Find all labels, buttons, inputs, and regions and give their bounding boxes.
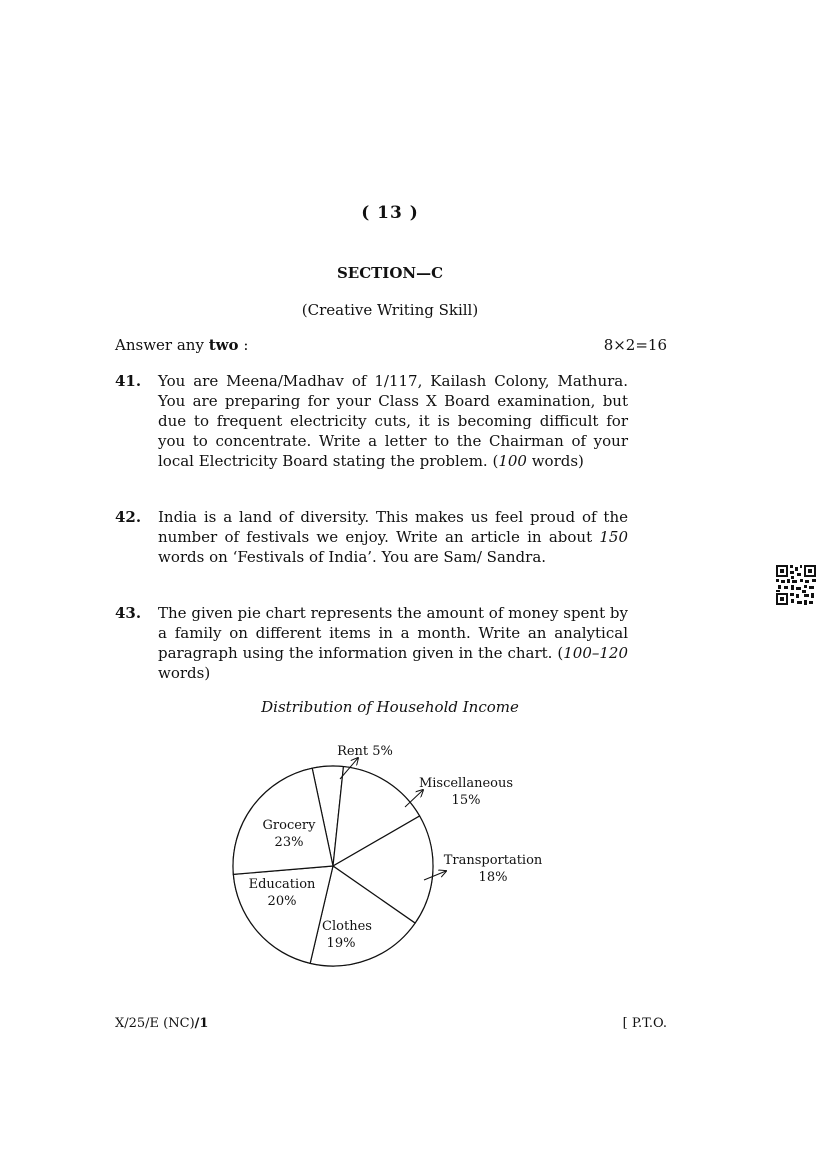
question-text-part: words) [158, 664, 211, 682]
question-number: 41. [115, 372, 142, 390]
question-number: 42. [115, 508, 142, 526]
pto-label: [ P.T.O. [622, 1016, 667, 1031]
pie-label-grocery: Grocery [262, 818, 316, 833]
pie-value-transportation: 18% [478, 870, 508, 885]
pie-label-miscellaneous: Miscellaneous [418, 776, 514, 791]
question-number: 43. [115, 604, 142, 622]
instruction [115, 336, 248, 354]
page-number: ( 13 ) [361, 203, 419, 223]
question-text [158, 371, 628, 471]
section-title: SECTION—C [336, 264, 444, 282]
marks: 8×2=16 [603, 336, 667, 354]
question-text-part: words) [526, 452, 584, 470]
question-42 [115, 507, 628, 567]
paper-code-suffix: /1 [194, 1016, 209, 1031]
pie-value-grocery: 23% [274, 835, 304, 850]
question-41 [115, 371, 628, 471]
question-43 [115, 603, 628, 683]
question-word-count: 150 [599, 528, 628, 546]
paper-code [115, 1016, 208, 1031]
question-word-count: 100–120 [563, 644, 628, 662]
pie-value-clothes: 19% [326, 936, 356, 951]
question-text-part: The given pie chart represents the amount of money spent by a family on different items in a month. Write an analytical paragraph using the information given in the chart. ( [158, 604, 628, 662]
qr-code-icon [776, 565, 816, 605]
chart-title: Distribution of Household Income [261, 698, 519, 716]
question-text [158, 603, 628, 683]
question-text [158, 507, 628, 567]
instruction-suffix: : [243, 336, 249, 354]
section-subtitle: (Creative Writing Skill) [301, 301, 479, 319]
question-text-part: You are Meena/Madhav of 1/117, Kailash Colony, Mathura. You are preparing for your Class X Board examination, but due to frequent electricity cuts, it is becoming difficult for you to concentrate. Write a letter to the Chairman of your local Electricity Board stating the problem. ( [158, 372, 628, 470]
pie-label-transportation: Transportation [443, 853, 543, 868]
pie-arrow-miscellaneous [405, 790, 423, 807]
pie-value-rent: Rent 5% [337, 744, 393, 759]
instruction-emphasis: two [208, 336, 239, 354]
pie-value-miscellaneous: 15% [451, 793, 481, 808]
instruction-prefix: Answer any [115, 336, 204, 354]
pie-label-clothes: Clothes [322, 919, 372, 934]
question-text-part: India is a land of diversity. This makes us feel proud of the number of festivals we enjoy. Write an article in about [158, 508, 628, 546]
question-text-part: words on ‘Festivals of India’. You are Sam/ Sandra. [158, 548, 547, 566]
pie-value-education: 20% [267, 894, 297, 909]
pie-chart [220, 735, 580, 985]
question-word-count: 100 [498, 452, 527, 470]
paper-code-text: X/25/E (NC) [115, 1016, 195, 1031]
pie-label-education: Education [248, 877, 316, 892]
